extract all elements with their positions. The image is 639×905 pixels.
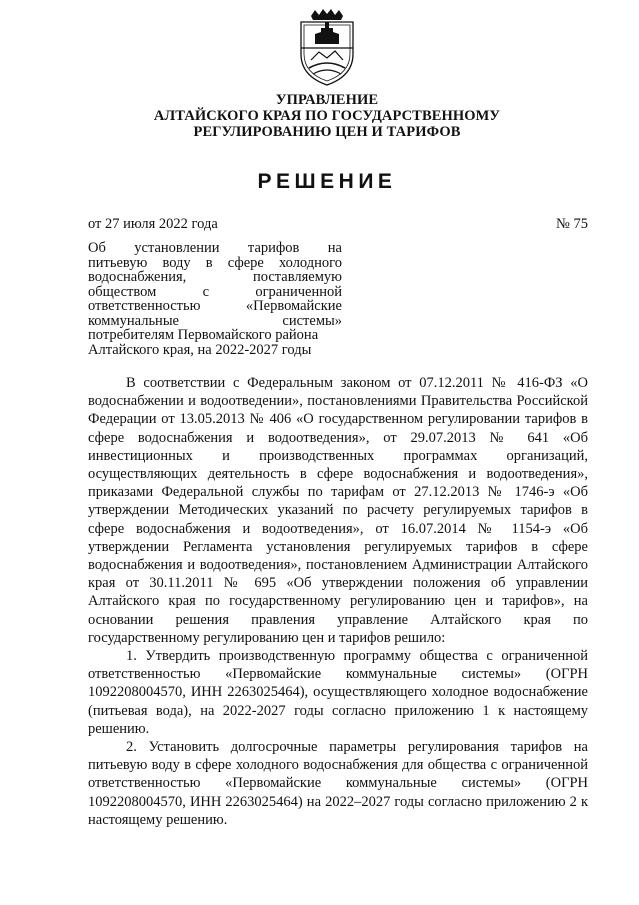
subject-line: Об установлении тарифов на [88, 240, 342, 256]
document-number: № 75 [556, 216, 588, 232]
org-line: АЛТАЙСКОГО КРАЯ ПО ГОСУДАРСТВЕННОМУ [153, 108, 501, 124]
preamble-paragraph: В соответствии с Федеральным законом от 07.12.2011 № 416-ФЗ «О водоснабжении и водоотведении», постановлениями Правительства Российской Федерации от 13.05.2013 № 406 «О государственном регулировании тарифов в сфере водоснабжения и водоотведения», от 29.07.2013 № 641 «Об инвестиционных и производственных программах организаций, осуществляющих деятельность в сфере водоснабжения и водоотведения», приказами Федеральной службы по тарифам от 27.12.2013 № 1746-э «Об утверждении Методических указаний по расчету регулируемых тарифов в сфере водоснабжения и водоотведения», от 16.07.2014 № 1154-э «Об утверждении Регламента установления регулируемых тарифов в сфере водоснабжения и водоотведения», постановлением Администрации Алтайского края от 30.11.2011 № 695 «Об утверждении положения об управлении Алтайского края по государственному регулированию цен и тарифов», на основании решения правления управление Алтайского края по государственному регулированию цен и тарифов решило: [88, 375, 588, 646]
subject-line: ответственностью «Первомайские [88, 298, 342, 314]
clause-paragraph: 1. Утвердить производственную программу общества с ограниченной ответственностью «Первомайские коммунальные системы» (ОГРН 1092208004570, ИНН 2263025464), осуществляющего холодное водоснабжение (питьевая вода), на 2022-2027 годы согласно приложению 1 к настоящему решению. [88, 648, 588, 737]
subject-line: обществом с ограниченной [88, 283, 342, 300]
subject-line: коммунальные системы» [88, 312, 342, 329]
document-date: от 27 июля 2022 года [88, 216, 218, 232]
org-line: РЕГУЛИРОВАНИЮ ЦЕН И ТАРИФОВ [193, 124, 461, 140]
document-body [88, 374, 588, 829]
subject-line: водоснабжения, поставляемую [88, 269, 342, 285]
document-type-title: РЕШЕНИЕ [257, 170, 397, 193]
organization-name [60, 92, 594, 140]
subject-line: потребителям Первомайского района [88, 327, 319, 343]
coat-of-arms-icon [295, 8, 359, 88]
subject-line: Алтайского края, на 2022-2027 годы [88, 341, 312, 358]
subject-line: питьевую воду в сфере холодного [88, 254, 342, 271]
org-line: УПРАВЛЕНИЕ [275, 92, 379, 108]
clause-paragraph: 2. Установить долгосрочные параметры регулирования тарифов на питьевую воду в сфере холодного водоснабжения для общества с ограниченной ответственностью «Первомайские коммунальные системы» (ОГРН 1092208004570, ИНН 2263025464) на 2022–2027 годы согласно приложению 2 к настоящему решению. [88, 739, 588, 828]
document-subject [88, 241, 342, 357]
